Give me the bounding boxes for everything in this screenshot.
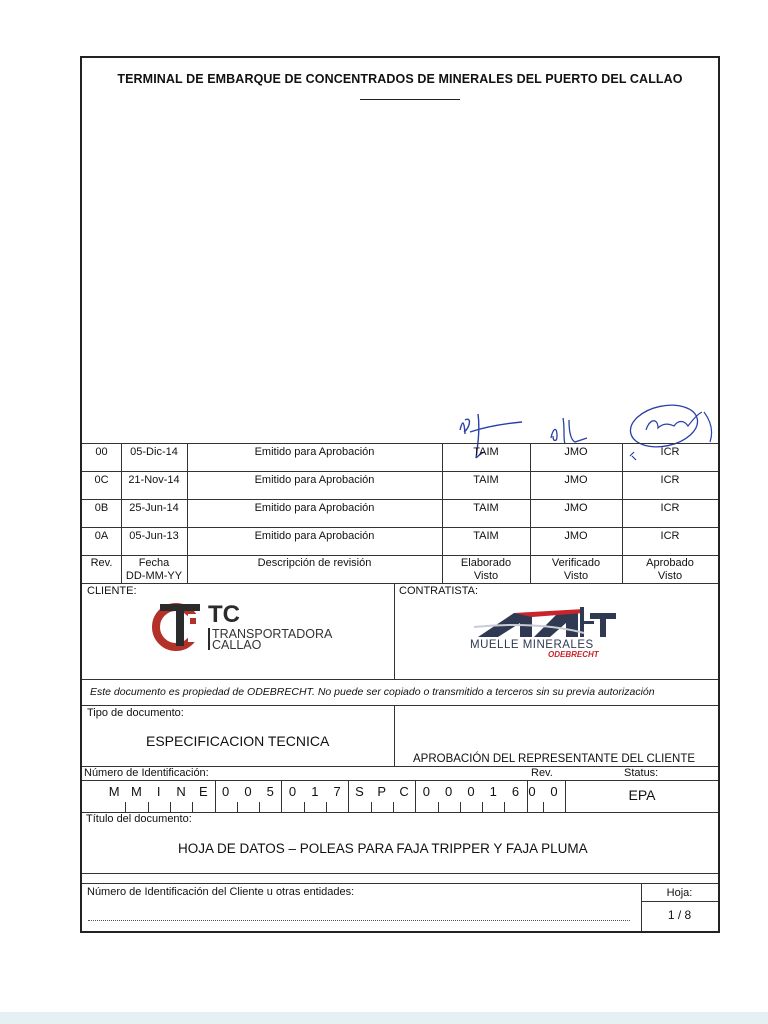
id-character: M: [108, 784, 120, 799]
id-character: C: [399, 784, 409, 799]
revision-elaborado: TAIM: [473, 530, 499, 542]
revision-code: 0B: [94, 502, 109, 514]
contractor-logo-line2: ODEBRECHT: [548, 650, 599, 659]
revision-aprobado: ICR: [660, 446, 680, 458]
id-character: M: [131, 784, 142, 799]
revision-elaborado: TAIM: [473, 446, 499, 458]
titulo-documento-value: HOJA DE DATOS – POLEAS PARA FAJA TRIPPER Y FAJA PLUMA: [178, 841, 588, 856]
header-aprobado-visto: Visto: [657, 570, 683, 582]
header-elaborado-visto: Visto: [473, 570, 499, 582]
rev-character: 0: [528, 784, 536, 799]
revision-verificado: JMO: [564, 530, 588, 542]
client-logo: [152, 600, 332, 652]
id-cell-divider: [326, 802, 327, 812]
status-label: Status:: [624, 767, 659, 779]
id-character: P: [377, 784, 387, 799]
id-cell-divider: [504, 802, 505, 812]
revision-verificado: JMO: [564, 474, 588, 486]
id-cell-divider: [148, 802, 149, 812]
id-character: 0: [467, 784, 475, 799]
id-character: E: [199, 784, 208, 799]
revision-elaborado: TAIM: [473, 502, 499, 514]
tipo-documento-label: Tipo de documento:: [87, 707, 184, 719]
contractor-logo: [470, 605, 640, 663]
property-notice: Este documento es propiedad de ODEBRECHT. No puede ser copiado o transmitido a terceros sin su previa autorización: [90, 686, 655, 698]
id-character: 1: [489, 784, 497, 799]
document-title: TERMINAL DE EMBARQUE DE CONCENTRADOS DE MINERALES DEL PUERTO DEL CALLAO: [117, 72, 683, 86]
client-logo-line2: CALLAO: [212, 638, 262, 652]
id-character: 0: [244, 784, 252, 799]
tipo-documento-value: ESPECIFICACION TECNICA: [146, 733, 330, 749]
revision-aprobado: ICR: [660, 502, 680, 514]
status-value: EPA: [628, 787, 656, 803]
id-cell-divider: [304, 802, 305, 812]
header-descripcion: Descripción de revisión: [257, 557, 372, 569]
revision-code: 0A: [94, 530, 109, 542]
header-verificado: Verificado: [551, 557, 601, 569]
rev-label: Rev.: [531, 767, 553, 779]
header-verificado-visto: Visto: [563, 570, 589, 582]
id-cell-divider: [215, 781, 216, 812]
id-cell-divider: [460, 802, 461, 812]
numero-identificacion-label: Número de Identificación:: [84, 767, 209, 779]
header-aprobado: Aprobado: [646, 557, 694, 569]
revision-verificado: JMO: [564, 446, 588, 458]
revision-date: 05-Jun-13: [129, 530, 179, 542]
id-cell-divider: [281, 781, 282, 812]
client-logo-mark: TC: [208, 601, 240, 628]
revision-description: Emitido para Aprobación: [254, 474, 375, 486]
id-character: N: [176, 784, 186, 799]
title-underline: [360, 99, 460, 100]
hoja-label: Hoja:: [666, 887, 693, 899]
id-character: 5: [266, 784, 274, 799]
id-character: 0: [445, 784, 453, 799]
revision-date: 05-Dic-14: [130, 446, 178, 458]
header-elaborado: Elaborado: [460, 557, 512, 569]
id-cell-divider: [192, 802, 193, 812]
id-character: 0: [222, 784, 230, 799]
id-cell-divider: [125, 802, 126, 812]
id-cell-divider: [237, 802, 238, 812]
id-cell-divider: [348, 781, 349, 812]
id-cell-divider: [527, 781, 528, 812]
tc-emblem-icon: [152, 600, 206, 652]
id-character: 0: [422, 784, 430, 799]
id-cell-divider: [415, 781, 416, 812]
rev-character: 0: [550, 784, 558, 799]
id-cell-divider: [543, 802, 544, 812]
cliente-label: CLIENTE:: [87, 585, 137, 597]
revision-description: Emitido para Aprobación: [254, 502, 375, 514]
hoja-value: 1 / 8: [667, 908, 692, 922]
revision-code: 00: [95, 446, 108, 458]
bottom-strip: [0, 1012, 768, 1024]
revision-date: 21-Nov-14: [128, 474, 180, 486]
id-character: 0: [288, 784, 297, 799]
contratista-label: CONTRATISTA:: [399, 585, 479, 597]
id-cell-divider: [482, 802, 483, 812]
titulo-documento-label: Título del documento:: [86, 813, 192, 825]
id-character: S: [355, 784, 364, 799]
header-fecha: Fecha: [138, 557, 170, 569]
revision-verificado: JMO: [564, 502, 588, 514]
id-cell-divider: [393, 802, 394, 812]
header-rev: Rev.: [90, 557, 113, 569]
id-cell-divider: [259, 802, 260, 812]
id-cell-divider: [438, 802, 439, 812]
id-cell-divider: [371, 802, 372, 812]
revision-description: Emitido para Aprobación: [254, 446, 375, 458]
revision-aprobado: ICR: [660, 474, 680, 486]
id-character: I: [156, 784, 161, 799]
contractor-logo-line1: MUELLE MINERALES: [470, 639, 594, 651]
revision-code: 0C: [94, 474, 109, 486]
client-logo-line1: TRANSPORTADORA: [212, 627, 333, 641]
id-cell-divider: [170, 802, 171, 812]
aprobacion-cliente-label: APROBACIÓN DEL REPRESENTANTE DEL CLIENTE: [413, 753, 696, 765]
id-character: 1: [311, 784, 319, 799]
cliente-identificacion-label: Número de Identificación del Cliente u otras entidades:: [87, 886, 355, 898]
id-character: 7: [333, 784, 341, 799]
revision-elaborado: TAIM: [473, 474, 499, 486]
revision-date: 25-Jun-14: [129, 502, 179, 514]
revision-description: Emitido para Aprobación: [254, 530, 375, 542]
signature-verificado: [545, 414, 595, 450]
id-character: 6: [511, 784, 520, 799]
revision-aprobado: ICR: [660, 530, 680, 542]
muelle-minerales-emblem-icon: [474, 605, 639, 639]
header-fecha-format: DD-MM-YY: [125, 570, 183, 582]
